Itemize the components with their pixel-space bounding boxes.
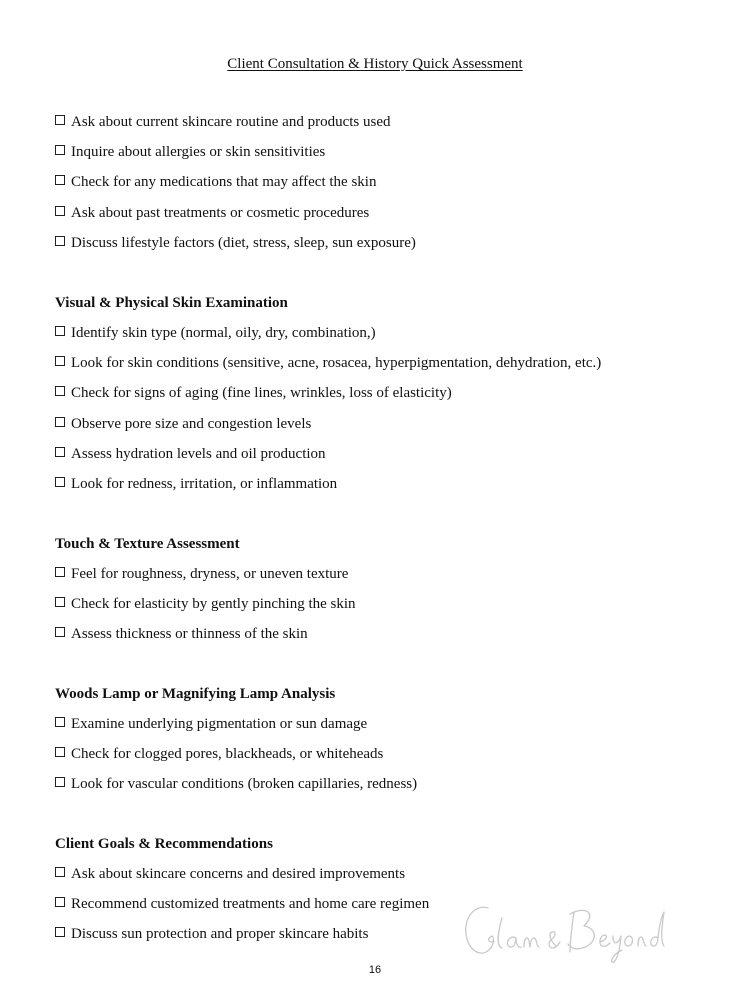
section-heading: Visual & Physical Skin Examination <box>55 295 288 311</box>
checklist-item-label: Look for skin conditions (sensitive, acne, rosacea, hyperpigmentation, dehydration, etc.) <box>71 355 602 372</box>
checklist-item[interactable] <box>55 112 715 142</box>
checklist-item[interactable] <box>55 203 715 233</box>
section-heading: Touch & Texture Assessment <box>55 536 240 552</box>
checklist-item[interactable] <box>55 414 715 444</box>
checkbox[interactable] <box>55 115 65 125</box>
checklist-item-label: Discuss sun protection and proper skincare habits <box>71 926 369 943</box>
section-lamp-analysis <box>55 684 715 805</box>
checklist-item-label: Recommend customized treatments and home care regimen <box>71 896 430 913</box>
checklist <box>55 112 715 263</box>
checklist <box>55 323 715 504</box>
checklist-item-label: Assess hydration levels and oil production <box>71 445 326 462</box>
checklist-item[interactable] <box>55 744 715 774</box>
checklist-item[interactable] <box>55 474 715 504</box>
checklist-item[interactable] <box>55 142 715 172</box>
checklist-item[interactable] <box>55 594 715 624</box>
section-heading: Client Goals & Recommendations <box>55 836 273 852</box>
checklist-item-label: Check for clogged pores, blackheads, or whiteheads <box>71 746 384 763</box>
checkbox[interactable] <box>55 326 65 336</box>
page-number: 16 <box>368 964 382 976</box>
checkbox[interactable] <box>55 897 65 907</box>
checklist-item[interactable] <box>55 383 715 413</box>
checklist-item[interactable] <box>55 714 715 744</box>
checkbox[interactable] <box>55 417 65 427</box>
checkbox[interactable] <box>55 477 65 487</box>
checklist-item-label: Observe pore size and congestion levels <box>71 415 312 432</box>
section-heading: Woods Lamp or Magnifying Lamp Analysis <box>55 686 336 702</box>
checklist-item-label: Look for vascular conditions (broken capillaries, redness) <box>71 776 418 793</box>
checklist-item-label: Assess thickness or thinness of the skin <box>71 626 308 643</box>
section-consultation <box>55 112 715 263</box>
checkbox[interactable] <box>55 206 65 216</box>
checkbox[interactable] <box>55 927 65 937</box>
checklist-item-label: Check for signs of aging (fine lines, wrinkles, loss of elasticity) <box>71 385 452 402</box>
checkbox[interactable] <box>55 567 65 577</box>
checkbox[interactable] <box>55 717 65 727</box>
checklist-item-label: Feel for roughness, dryness, or uneven texture <box>71 566 349 582</box>
page-title: Client Consultation & History Quick Assessment <box>227 56 523 72</box>
checkbox[interactable] <box>55 356 65 366</box>
checklist-item-label: Ask about current skincare routine and products used <box>71 114 391 130</box>
checkbox[interactable] <box>55 597 65 607</box>
checklist-item-label: Identify skin type (normal, oily, dry, combination,) <box>71 325 376 341</box>
checklist-item[interactable] <box>55 172 715 202</box>
watermark-logo <box>458 898 673 968</box>
checklist-item[interactable] <box>55 444 715 474</box>
checkbox[interactable] <box>55 145 65 155</box>
checkbox[interactable] <box>55 386 65 396</box>
checklist-item[interactable] <box>55 774 715 804</box>
checklist-item-label: Ask about past treatments or cosmetic procedures <box>71 204 370 221</box>
section-visual-exam <box>55 293 715 504</box>
checklist <box>55 564 715 655</box>
checklist-item[interactable] <box>55 864 715 894</box>
checklist-item-label: Check for elasticity by gently pinching the skin <box>71 596 356 613</box>
checkbox[interactable] <box>55 447 65 457</box>
checkbox[interactable] <box>55 867 65 877</box>
checklist-item-label: Check for any medications that may affect the skin <box>71 174 377 191</box>
checklist-item-label: Examine underlying pigmentation or sun damage <box>71 716 368 732</box>
checklist-item[interactable] <box>55 564 715 594</box>
checklist <box>55 714 715 805</box>
checkbox[interactable] <box>55 236 65 246</box>
checkbox[interactable] <box>55 175 65 185</box>
checklist-item[interactable] <box>55 233 715 263</box>
checkbox[interactable] <box>55 747 65 757</box>
checklist-item[interactable] <box>55 323 715 353</box>
checklist-item-label: Discuss lifestyle factors (diet, stress, sleep, sun exposure) <box>71 234 416 251</box>
checklist-item[interactable] <box>55 624 715 654</box>
checklist-item[interactable] <box>55 353 715 383</box>
checkbox[interactable] <box>55 777 65 787</box>
section-touch-texture <box>55 534 715 655</box>
checklist-item-label: Ask about skincare concerns and desired improvements <box>71 866 406 882</box>
checkbox[interactable] <box>55 627 65 637</box>
checklist-item-label: Inquire about allergies or skin sensitivities <box>71 144 326 161</box>
checklist-item-label: Look for redness, irritation, or inflammation <box>71 475 338 492</box>
